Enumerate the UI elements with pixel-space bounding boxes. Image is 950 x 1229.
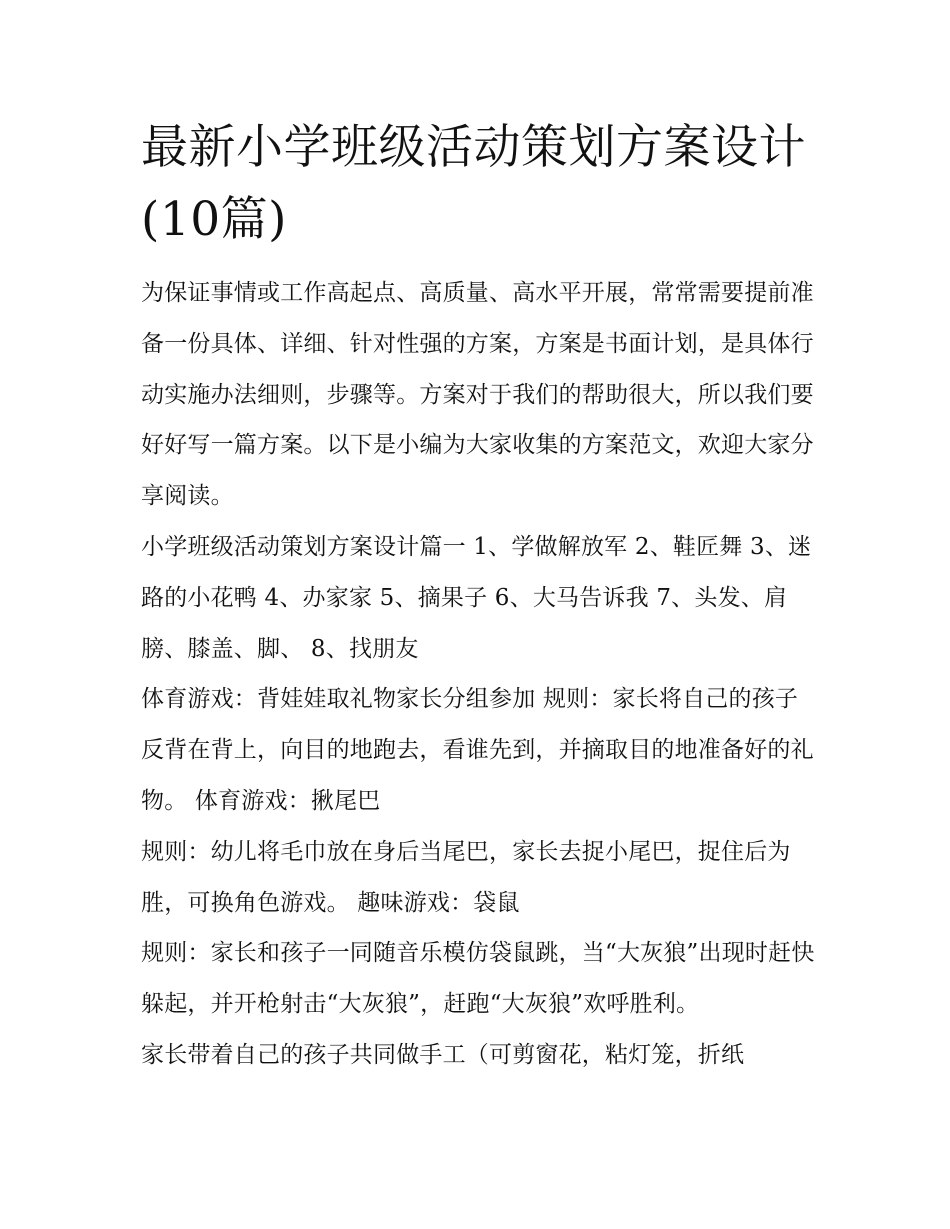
paragraph-game-piggyback: 体育游戏：背娃娃取礼物家长分组参加 规则：家长将自己的孩子反背在背上，向目的地跑去，看谁先到，并摘取目的地准备好的礼物。 体育游戏：揪尾巴 <box>141 686 814 814</box>
document-content <box>141 112 821 1081</box>
paragraph-activity-list: 小学班级活动策划方案设计篇一 1、学做解放军 2、鞋匠舞 3、迷路的小花鸭 4、办家家 5、摘果子 6、大马告诉我 7、头发、肩膀、膝盖、脚、 8、找朋友 <box>141 533 812 662</box>
paragraph-intro: 为保证事情或工作高起点、高质量、高水平开展，常常需要提前准备一份具体、详细、针对性强的方案，方案是书面计划，是具体行动实施办法细则，步骤等。方案对于我们的帮助很大，所以我们要好好写一篇方案。以下是小编为大家收集的方案范文，欢迎大家分享阅读。 <box>141 280 814 510</box>
document-title: 最新小学班级活动策划方案设计(10篇) <box>141 120 806 247</box>
paragraph-game-tail: 规则：幼儿将毛巾放在身后当尾巴，家长去捉小尾巴，捉住后为胜，可换角色游戏。 趣味游戏：袋鼠 <box>141 838 791 916</box>
paragraph-handcraft: 家长带着自己的孩子共同做手工（可剪窗花，粘灯笼，折纸 <box>141 1041 745 1068</box>
paragraph-game-kangaroo: 规则：家长和孩子一同随音乐模仿袋鼠跳，当“大灰狼”出现时赶快躲起，并开枪射击“大灰狼”，赶跑“大灰狼”欢呼胜利。 <box>141 940 815 1018</box>
